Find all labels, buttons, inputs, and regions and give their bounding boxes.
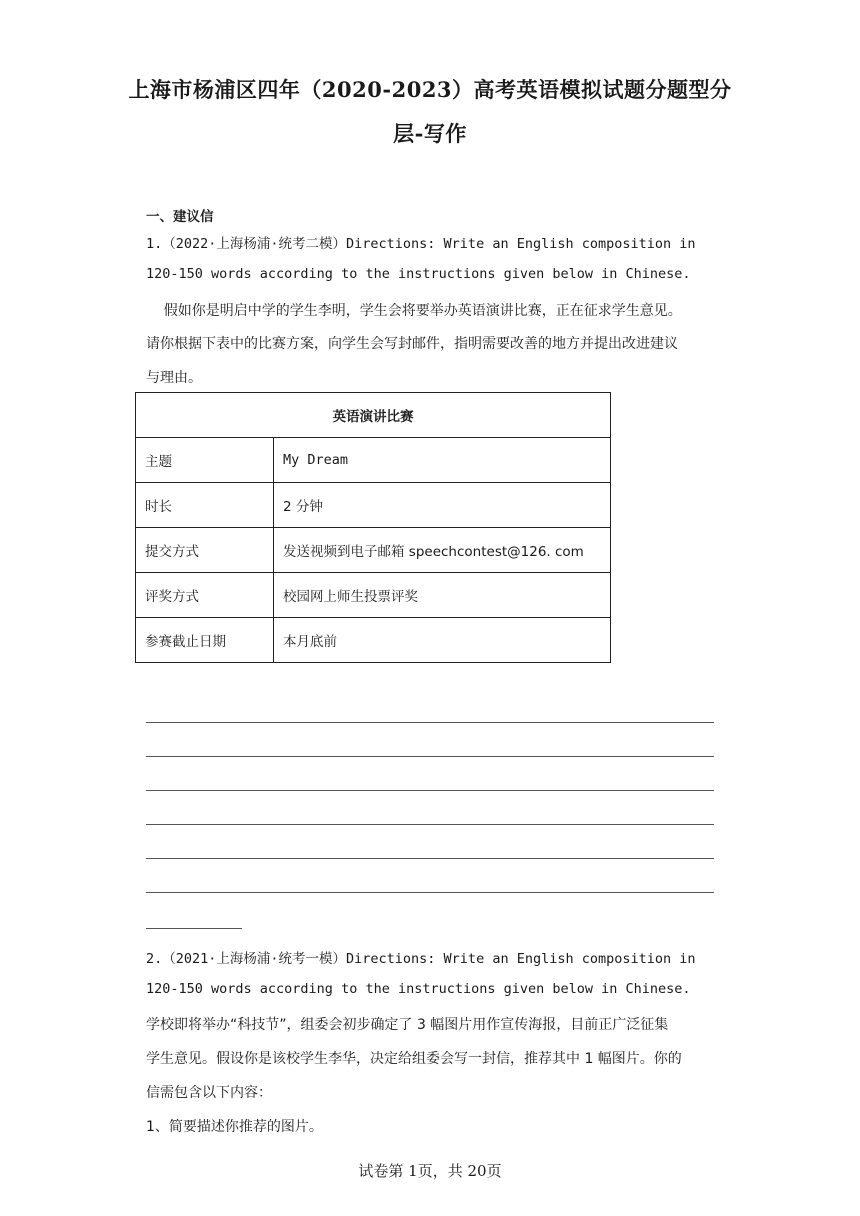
answer-line (146, 756, 714, 757)
table-key: 时长 (136, 483, 274, 528)
table-value: 校园网上师生投票评奖 (274, 573, 611, 618)
table-header-row (136, 393, 611, 438)
table-value: My Dream (274, 438, 611, 483)
answer-line (146, 892, 714, 893)
question-2-line-2: 120-150 words according to the instructions given below in Chinese. (146, 981, 691, 997)
question-2-paragraph-3: 信需包含以下内容： (146, 1085, 272, 1101)
table-value: 2 分钟 (274, 483, 611, 528)
answer-line (146, 824, 714, 825)
question-1-line-1: 1.（2022·上海杨浦·统考二模）Directions: Write an English composition in (146, 236, 696, 252)
contest-table (135, 392, 611, 663)
table-row (136, 438, 611, 483)
document-title-line-2: 层-写作 (393, 121, 467, 146)
question-2-point-1: 1、简要描述你推荐的图片。 (146, 1119, 323, 1135)
table-key: 主题 (136, 438, 274, 483)
question-2-paragraph-1: 学校即将举办“科技节”，组委会初步确定了 3 幅图片用作宣传海报，目前正广泛征集 (146, 1017, 669, 1033)
document-title-line-1: 上海市杨浦区四年（2020-2023）高考英语模拟试题分题型分 (128, 77, 732, 102)
section-heading: 一、建议信 (146, 209, 214, 225)
answer-line (146, 858, 714, 859)
question-2-paragraph-2: 学生意见。假设你是该校学生李华，决定给组委会写一封信，推荐其中 1 幅图片。你的 (146, 1051, 682, 1067)
question-2-line-1: 2.（2021·上海杨浦·统考一模）Directions: Write an English composition in (146, 951, 696, 967)
table-value: 发送视频到电子邮箱 speechcontest@126. com (274, 528, 611, 573)
answer-line (146, 722, 714, 723)
question-1-paragraph-2: 请你根据下表中的比赛方案，向学生会写封邮件，指明需要改善的地方并提出改进建议 (146, 336, 678, 352)
question-1-paragraph-3: 与理由。 (146, 370, 202, 386)
table-row (136, 573, 611, 618)
table-row (136, 528, 611, 573)
answer-line-end (146, 928, 242, 929)
table-value: 本月底前 (274, 618, 611, 663)
table-row (136, 618, 611, 663)
table-key: 参赛截止日期 (136, 618, 274, 663)
question-1-paragraph-1: 假如你是明启中学的学生李明，学生会将要举办英语演讲比赛，正在征求学生意见。 (146, 303, 682, 319)
table-row (136, 483, 611, 528)
page-footer: 试卷第 1页，共 20页 (358, 1162, 502, 1180)
question-1-line-2: 120-150 words according to the instructions given below in Chinese. (146, 266, 691, 282)
table-header: 英语演讲比赛 (136, 393, 611, 438)
answer-line (146, 790, 714, 791)
table-key: 提交方式 (136, 528, 274, 573)
table-key: 评奖方式 (136, 573, 274, 618)
